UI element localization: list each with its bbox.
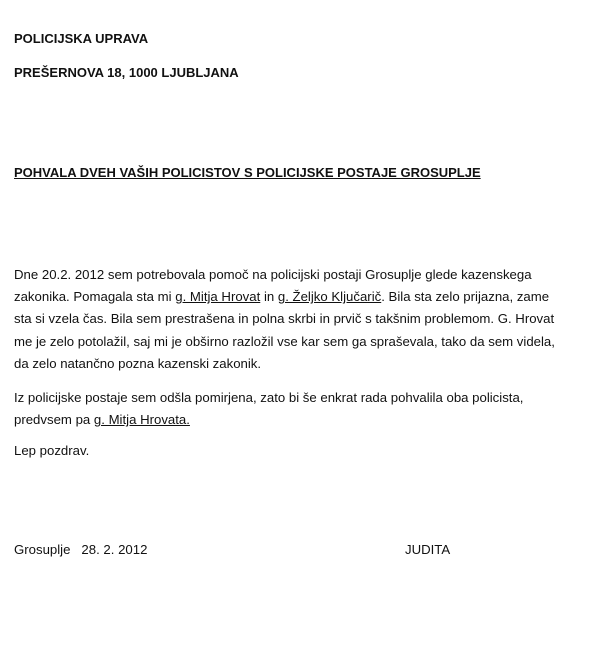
paragraph-line — [14, 286, 584, 308]
paragraph-line: da zelo natančno pozna kazenski zakonik. — [14, 355, 262, 371]
text-span: . Bila sta zelo prijazna, zame — [381, 289, 550, 305]
closing-greeting: Lep pozdrav. — [14, 443, 90, 458]
letter-subject: POHVALA DVEH VAŠIH POLICISTOV S POLICIJSKE POSTAJE GROSUPLJE — [14, 165, 481, 180]
paragraph-line: Iz policijske postaje sem odšla pomirjena, zato bi še enkrat rada pohvalila oba policista, — [14, 390, 524, 405]
body-paragraph-1 — [14, 264, 584, 375]
recipient-address: PREŠERNOVA 18, 1000 LJUBLJANA — [14, 65, 239, 80]
officer-name-kljucaric: g. Željko Ključarič — [277, 289, 382, 305]
text-span: in — [260, 289, 278, 305]
text-span: zakonika. Pomagala sta mi — [14, 289, 176, 305]
text-span: predvsem pa — [14, 412, 94, 428]
officer-name-hrovata: g. Mitja Hrovata. — [93, 412, 190, 428]
paragraph-line: sta si vzela čas. Bila sem prestrašena in polna skrbi in prvič s takšnim problemom. G. Hrovat — [14, 311, 555, 327]
recipient-institution: POLICIJSKA UPRAVA — [14, 31, 149, 46]
place-date-text: Grosuplje 28. 2. 2012 — [14, 542, 148, 557]
paragraph-line: me je zelo potolažil, saj mi je obširno razložil vse kar sem ga spraševala, tako da sem videla, — [14, 333, 555, 349]
signature: JUDITA — [405, 542, 451, 557]
paragraph-line: Dne 20.2. 2012 sem potrebovala pomoč na policijski postaji Grosuplje glede kazenskega — [14, 267, 532, 282]
paragraph-line — [14, 409, 584, 431]
place-and-date — [14, 542, 147, 557]
officer-name-hrovat: g. Mitja Hrovat — [175, 289, 261, 305]
body-paragraph-2 — [14, 387, 584, 431]
